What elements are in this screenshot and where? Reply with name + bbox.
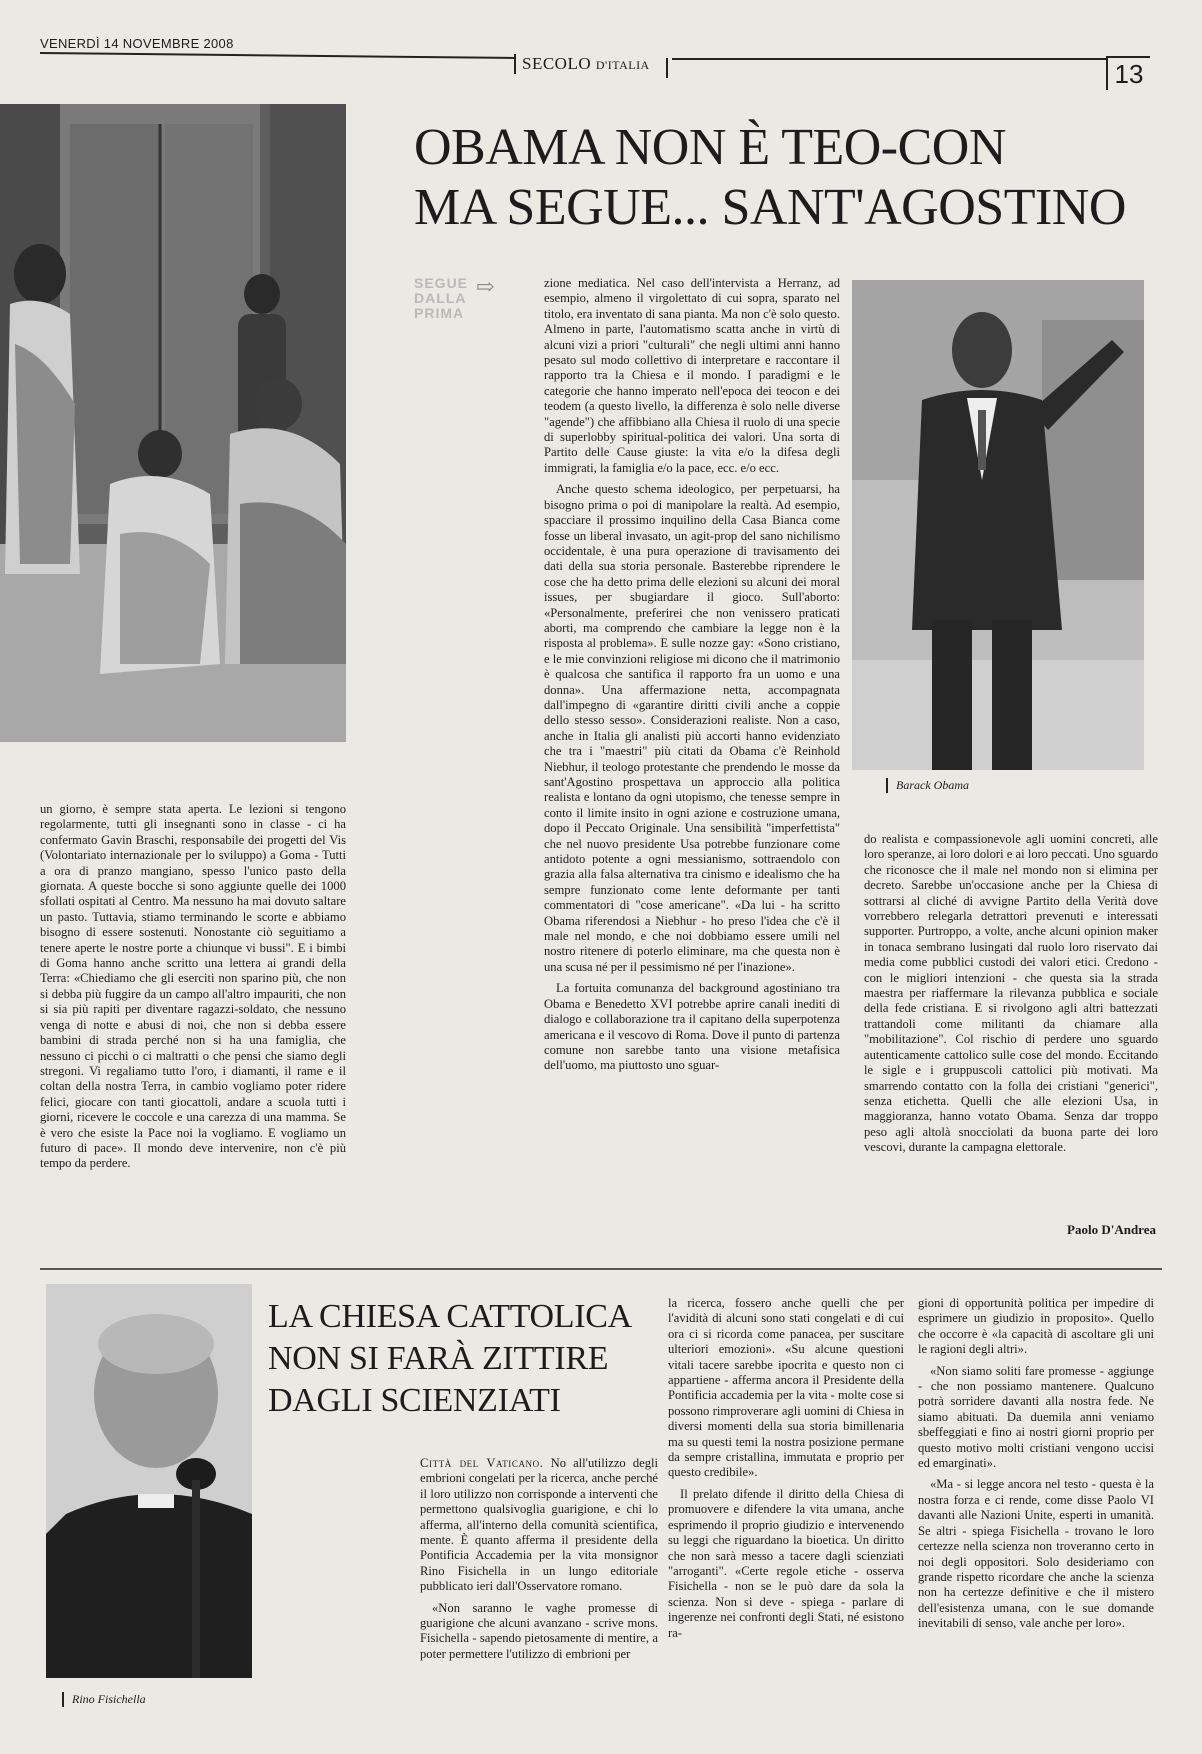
paragraph: «Non saranno le vaghe promesse di guarigione che alcuni avanzano - scrive mons. Fisichella - sapendo pietosamente di mentire, a poter permettere l'utilizzo di embrioni per (420, 1600, 658, 1661)
headline-line: OBAMA NON È TEO-CON (414, 119, 1006, 176)
brand-main: SECOLO (522, 54, 592, 73)
goma-photo-illustration (0, 104, 346, 742)
article1-column-middle (544, 276, 840, 1080)
paragraph: «Non siamo soliti fare promesse - aggiunge - che non possiamo mantenere. Qualcuno potrà sorridere davanti alla nostra fede. Ne siamo abituati. Da duemila anni veniamo sbeffeggiati e fino ai nostri giorni proprio per questo motivo molti cristiani vengono uccisi ed emarginati». (918, 1363, 1154, 1471)
headline-line: NON SI FARÀ ZITTIRE (268, 1340, 609, 1377)
article2-column-2 (668, 1296, 904, 1647)
paragraph: gioni di opportunità politica per impedire di esprimere un giudizio in proposito». Quello che occorre è «la capacità di ascoltare gli uni le ragioni degli altri». (918, 1296, 1154, 1357)
article2-column-1 (420, 1456, 658, 1668)
article2-column-3 (918, 1296, 1154, 1638)
headline-line: DAGLI SCIENZIATI (268, 1382, 561, 1419)
brand-divider (514, 54, 516, 74)
page-number: 13 (1106, 56, 1150, 90)
article2-headline (268, 1296, 668, 1422)
section-divider (40, 1268, 1162, 1270)
obama-photo (852, 280, 1144, 770)
header-rule-right (672, 58, 1106, 60)
paragraph: un giorno, è sempre stata aperta. Le lezioni si tengono regolarmente, tutti gli insegnanti sono in classe - ci ha confermato Gavin Braschi, responsabile dei progetti del Vis (Volontariato internazionale per lo sviluppo) a Goma - Tutti a ora di pranzo mangiano, spesso l'unico pasto della giornata. A queste bocche si sono aggiunte quelle dei 1000 sfollati ospitati al Centro. Ma nessuno ha mai dovuto saltare un pasto. Tuttavia, stiamo terminando le scorte e abbiamo bisogno di essere sostenuti. Nonostante ciò seguitiamo a tenere aperte le nostre porte a chiunque vi bussi". E i bimbi di Goma hanno anche scritto una lettera ai grandi della Terra: «Chiediamo che gli eserciti non sparino più, che non si debba più fuggire da un campo all'altro impauriti, che non si sia più rapiti per diventare ragazzi-soldato, che nessuno venga di notte e abusi di noi, che non si debba essere bambini di strada perché non si ha una famiglia, che nessuno ci picchi o ci maltratti o che pensi che siamo degli stregoni. Vi regaliamo tutto l'oro, i diamanti, il rame e il coltan della nostra Terra, in cambio vogliamo poter ridere felici, giocare con tanti giocattoli, andare a scuola tutti i giorni, ricevere le coccole e una carezza di una mamma. Se è vero che esiste la Pace noi la vogliamo. E vogliamo un futuro di pace». Il mondo deve intervenire, non c'è più tempo da perdere. (40, 802, 346, 1171)
headline-line: MA SEGUE... SANT'AGOSTINO (414, 179, 1126, 236)
obama-photo-caption: Barack Obama (886, 778, 969, 793)
continued-from-front-label: SEGUE DALLA PRIMA (414, 275, 469, 321)
arrow-right-icon: ⇨ (476, 274, 495, 299)
newspaper-brand (522, 54, 650, 74)
dateline: Città del Vaticano. (420, 1456, 544, 1470)
goma-photo (0, 104, 346, 742)
paragraph-text: No all'utilizzo degli embrioni congelati per la ricerca, anche perché il loro utilizzo non corrisponde a interventi che permettono qualsivoglia guarigione, e chi lo afferma, all'interno della comunità scientifica, mente. È quanto afferma il presidente della Pontificia Accademia per la vita monsignor Rino Fisichella in un lungo editoriale pubblicato ieri dall'Osservatore romano. (420, 1456, 658, 1594)
obama-photo-illustration (852, 280, 1144, 770)
paragraph: do realista e compassionevole agli uomini concreti, alle loro speranze, ai loro dolori e ai loro peccati. Uno sguardo che riconosce che il male nel mondo non si elimina per decreto. Sarebbe un'occasione anche per la Chiesa di sottrarsi al cliché di avvigne Partito della Verità dove vorrebbero relegarla detrattori prevenuti e interessati supporter. Purtroppo, a volte, anche alcuni opinion maker in tonaca sembrano lusingati dal ruolo loro riservato dai media come pubblici custodi dei valori etici. Credono - con le migliori intenzioni - che questa sia la strada maestra per riaffermare la rilevanza pubblica e sociale della fede cristiana. E si rivolgono agli altri battezzati trattandoli come militanti da chiamare alla "mobilitazione". Col rischio di perdere uno sguardo autenticamente cattolico sulle cose del mondo. Eccitando le sigle e i gruppuscoli cattolici più motivati. Ma smarrendo contatto con la folla dei cristiani "generici", senza etichetta. Quelli che alle elezioni Usa, in maggioranza, hanno votato Obama. Senza dar troppo peso agli altolà snocciolati da buona parte dei loro vescovi, durante la campagna elettorale. (864, 832, 1158, 1155)
article1-column-left (40, 802, 346, 1178)
paragraph: la ricerca, fossero anche quelli che per l'avidità di alcuni sono stati congelati e di cui ora ci si ricorda come panacea, per suscitare ulteriori emozioni». «Su alcune questioni vitali tacere sarebbe ipocrita e questo non ci appartiene - afferma ancora il Presidente della Pontificia accademia per la vita - molte cose si possono rimproverare agli uomini di Chiesa in diversi momenti della sua storia bimillenaria ma su questi temi la nostra posizione permane da sempre cristallina, immutata e proprio per questo credibile». (668, 1296, 904, 1480)
paragraph: La fortuita comunanza del background agostiniano tra Obama e Benedetto XVI potrebbe aprire canali inediti di dialogo e collaborazione tra il capitano della superpotenza americana e il vescovo di Roma. Dove il punto di partenza comune non sarebbe tanto una visione metafisica dell'uomo, ma piuttosto uno sguar- (544, 981, 840, 1073)
fisichella-photo-illustration (46, 1284, 252, 1678)
paragraph: «Ma - si legge ancora nel testo - questa è la nostra forza e ci rende, come disse Paolo VI davanti alle Nazioni Unite, esperti in umanità. Se altri - spiega Fisichella - trovano le loro certezze nella scienza non troveranno certo in noi degli oppositori. Solo desideriamo con grande rispetto ricordare che anche la scienza non ha certezze definitive e che il mistero dell'esistenza umana, con le sue domande inevitabili di senso, vale anche per loro». (918, 1477, 1154, 1631)
article1-headline (414, 118, 1174, 238)
paragraph (420, 1456, 658, 1595)
article1-byline: Paolo D'Andrea (1067, 1222, 1156, 1237)
fisichella-photo-caption: Rino Fisichella (62, 1692, 146, 1707)
paragraph: Anche questo schema ideologico, per perpetuarsi, ha bisogno prima o poi di manipolare la realtà. Ad esempio, spacciare il prossimo inquilino della Casa Bianca come fosse un liberal invasato, un agit-prop del sano nichilismo occidentale, è una pura operazione di travisamento dei dati della sua storia personale. Basterebbe riprendere le cose che ha detto prima delle elezioni su alcuni dei moral issues, per sbugiardare il gioco. Sull'aborto: «Personalmente, preferirei che non venissero praticati aborti, ma comprendo che cambiare la legge non è la risposta al problema». E sulle nozze gay: «Sono cristiano, e le mie convinzioni religiose mi dicono che il matrimonio è qualcosa che santifica il rapporto fra un uomo e una donna». Una affermazione netta, accompagnata dall'impegno di «garantire diritti civili anche a coppie dello stesso sesso». Considerazioni realiste. Non a caso, anche in Italia gli analisti più accorti hanno evidenziato che tra i "maestri" più citati da Obama c'è Reinhold Niebhur, il teologo protestante che prendendo le mosse da sant'Agostino prospettava un approccio alla politica realista e lontano da ogni utopismo, che tenesse sempre in conto il limite insito in ogni azione e costruzione umana, dopo il Peccato Originale. Una sensibilità "imperfettista" che nel nuovo presidente Usa potrebbe funzionare come antidoto potente a ogni messianismo, sottraendolo con grazia alla falsa alternativa tra cinismo e idealismo che ha sempre funzionato come lente deformante per tanti commentatori di "cose americane". «Da lui - ha scritto Obama riferendosi a Niebhur - ho preso l'idea che c'è il male nel mondo, e che noi dobbiamo essere umili nel nostro ritenere di poterlo eliminare, ma che questa non è una scusa né per il pessimismo né per l'inazione». (544, 482, 840, 974)
paragraph: Il prelato difende il diritto della Chiesa di promuovere e difendere la vita umana, anche esprimendo il proprio giudizio e intervenendo su leggi che riguardano la bioetica. Un diritto che non sarà messo a tacere dagli scienziati "arroganti". «Certe regole etiche - osserva Fisichella - non se le può dare da sola la scienza. Non si deve - spiega - parlare di ingerenze nei confronti degli Stati, né esistono ra- (668, 1486, 904, 1640)
paragraph: zione mediatica. Nel caso dell'intervista a Herranz, ad esempio, almeno il virgolettato di cui sopra, sparato nel titolo, era inventato di sana pianta. Ma non c'è solo questo. Almeno in parte, l'automatismo scatta anche in virtù di alcuni vizi a priori "culturali" che negli ultimi anni hanno pesato sul modo collettivo di interpretare e raccontare il rapporto tra la Chiesa e il mondo. I paradigmi e le categorie che hanno imperato nell'epoca dei teocon e dei teodem (a questo livello, la differenza è solo nelle diverse "agende") che affibbiano alla Chiesa il ruolo di una specie di superlobby spiritual-politica dei valori. Una sorta di Partito delle Cause giuste: la vita e/o la difesa degli immigrati, la famiglia e/o la pace, ecc. e/o ecc. (544, 276, 840, 475)
headline-line: LA CHIESA CATTOLICA (268, 1298, 632, 1335)
brand-divider-right (666, 58, 668, 78)
issue-date: VENERDÌ 14 NOVEMBRE 2008 (40, 36, 234, 51)
fisichella-photo (46, 1284, 252, 1678)
header-rule-left (40, 52, 514, 59)
article1-column-right (864, 832, 1158, 1162)
brand-small: D'ITALIA (595, 58, 650, 72)
